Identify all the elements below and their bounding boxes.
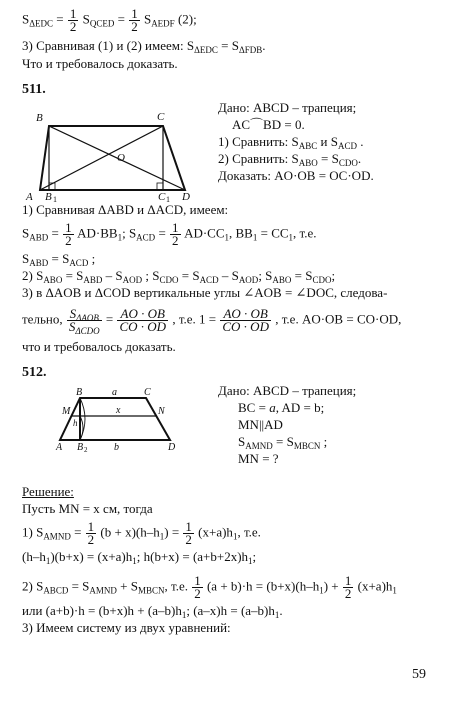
label-C: C [144,387,151,398]
given-512-1: Дано: ABCD – трапеция; [218,383,357,398]
label-M: M [62,406,71,417]
problem-number-512: 512. [22,365,47,380]
given-511-1: Дано: ABCD – трапеция; [218,100,357,115]
solution-511-line-2: $S_{ABD}$ = $\frac{1}{2}$ $AD\cdot BB_1$; $S_{ACD}$ = $\frac{1}{2}$ $AD\cdot CC_1$, $BB_1 = CC_1$, т.е. [22,220,317,248]
label-C1-sub: 1 [166,195,170,204]
label-B1-sub: 1 [53,195,57,204]
solution-heading-512: Решение: [22,484,74,499]
label-D: D [168,442,176,453]
label-O: O [117,152,125,164]
label-B2: B [77,442,84,453]
label-N: N [158,406,165,417]
solution-512-line-3: $(h-h_1)(b+x) = (x+a)h_1$; $h(b+x) = (a+b+2x)h_1$; [22,549,257,566]
solution-512-line-4: 2) $S_{ABCD} = S_{AMND} + S_{MBCN}$, т.е. $\frac{1}{2}$ $(a + b)\cdot h = (b+x)(h-h_1)$ + $\frac{1}{2}$ $(x+a)h_1$ [22,573,397,601]
solution-512-line-2: 1) $S_{AMND}$ = $\frac{1}{2}$ $(b + x)(h-h_1)$ = $\frac{1}{2}$ $(x+a)h_1$, т.е. [22,519,261,547]
label-D: D [182,191,190,203]
given-511-2: AC⌒BD = 0. [232,117,305,132]
equation-line-areas-2: $S_{\Delta EDC}$ = $\frac{1}{2}$ $S_{QCED}$ = $\frac{1}{2}$ $S_{AEDF}$ (2); [22,6,197,34]
label-B2-sub: 2 [84,446,88,454]
solution-511-line-4: 2) $S_{ABO} = S_{ABD} - S_{AOD}$ ; $S_{CDO} = S_{ACD} - S_{AOD}$; $S_{ABO} = S_{CDO}$; [22,268,336,285]
problem-number-511: 511. [22,82,46,97]
trapezoid-figure-511 [26,104,200,204]
qed-line-511: что и требовалось доказать. [22,339,176,354]
solution-512-line-1: Пусть MN = x см, тогда [22,501,153,516]
compare-line: 3) Сравнивая (1) и (2) имеем: $S_{\Delta EDC} = S_{\Delta FDB}$. [22,38,266,55]
solution-511-line-1: 1) Сравнивая ΔABD и ΔACD, имеем: [22,202,229,217]
solution-511-line-6: тельно, $S_{\Delta AOB}$ $S_{\Delta CDO}$ = $\frac{AO \cdot OB}{CO \cdot OD}$ , т.е. 1 = $\frac{AO \cdot OB}{CO \cdot OD}$ , т.е. AO·OB = CO·OD, [22,306,402,336]
qed-line-1: Что и требовалось доказать. [22,56,178,71]
prove-511: Доказать: AO·OB = OC·OD. [218,168,374,183]
label-A: A [26,191,33,203]
label-A: A [56,442,63,453]
given-512-2: BC = a, AD = b; [238,400,325,415]
label-B: B [36,112,43,124]
label-a: a [112,387,117,398]
compare-511-2: 2) Сравнить: $S_{ABO} = S_{CDO}$. [218,151,362,168]
page-number: 59 [412,667,426,682]
solution-512-line-5: или $(a+b)\cdot h = (b+x)h + (a-b)h_1$; $(a-x)h = (a-b)h_1$. [22,603,283,620]
label-C1: C [158,191,166,203]
label-h: h [73,418,78,428]
given-512-4: $S_{AMND} = S_{MBCN}$ ; [238,434,328,451]
label-B: B [76,387,83,398]
given-512-5: MN = ? [238,451,279,466]
solution-512-line-6: 3) Имеем систему из двух уравнений: [22,620,231,635]
solution-511-line-5: 3) в ΔAOB и ΔCOD вертикальные углы ∠AOB = ∠DOC, следова- [22,285,388,300]
label-C: C [157,111,165,123]
given-512-3: MN||AD [238,417,283,432]
label-x: x [116,405,121,416]
label-B1: B [45,191,52,203]
trapezoid-figure-512 [56,386,200,454]
label-b: b [114,442,119,453]
compare-511-1: 1) Сравнить: $S_{ABC}$ и $S_{ACD}$ . [218,134,364,151]
solution-511-line-3: $S_{ABD} = S_{ACD}$ ; [22,251,96,268]
